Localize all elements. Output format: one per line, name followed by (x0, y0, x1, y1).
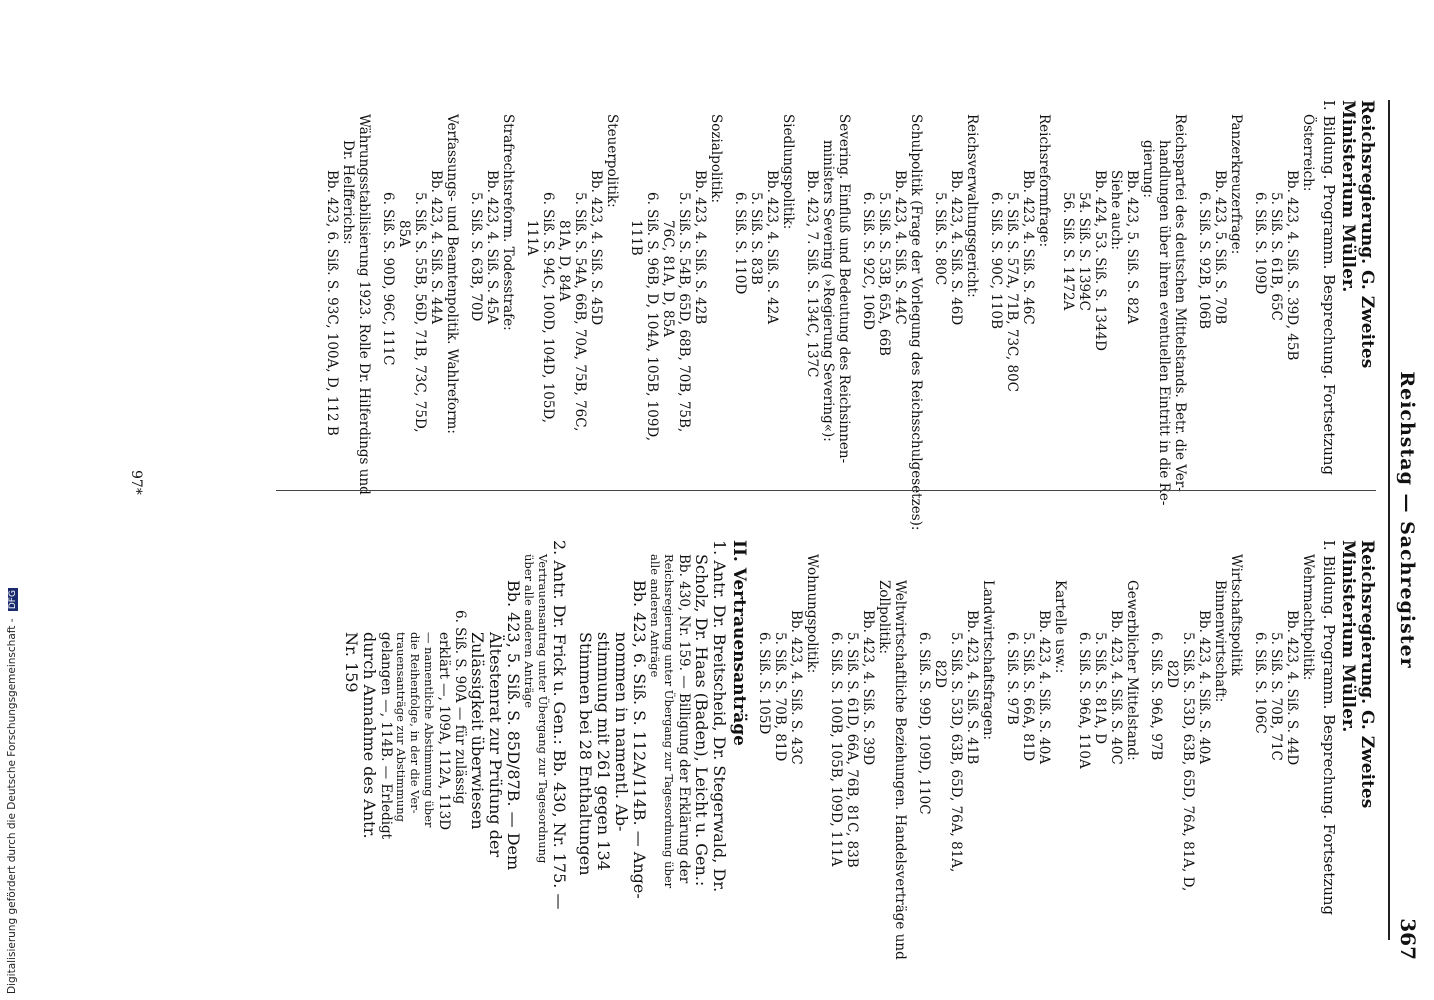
digitization-note (6, 590, 20, 994)
index-entry: Weltwirtschaftliche Beziehungen. Handelsverträge und (892, 580, 908, 960)
motion-entry: Zulässigkeit überwiesen (468, 632, 487, 830)
index-entry: 5. Siß. S. 66A, 81D (1020, 632, 1036, 762)
index-entry: Reichsreformfrage: (1036, 114, 1052, 248)
motion-entry: Nr. 159 (342, 632, 361, 693)
index-entry: 5. Siß. S. 70B, 71C (1268, 632, 1284, 761)
index-entry: Bb. 423, 4. Siß. S. 43C (788, 610, 804, 765)
motion-entry: 2. Antr. Dr. Frick u. Gen.: Bb. 430, Nr. 175. — (550, 540, 569, 910)
index-entry: 5. Siß. S. 54A, 66B, 70A, 75B, 76C, (572, 192, 588, 432)
spacer (1188, 100, 1196, 492)
index-entry: 5. Siß. S. 57A, 71B, 73C, 80C (1004, 192, 1020, 392)
index-entry: Bb. 423, 4. Siß. S. 40C (1108, 610, 1124, 765)
spacer (796, 100, 804, 492)
motion-entry: 6. Siß. S. 90A — für zulässig (452, 610, 468, 805)
index-entry: Bb. 424, 53. Siß. S. 1344D (1092, 170, 1108, 351)
index-entry: 6. Siß. S. 105D (756, 632, 772, 735)
right-column-heading: Reichsregierung. G. Zweites Ministerium Müller. (1338, 540, 1377, 809)
index-entry: ministers Severing (»Regierung Severing«): (820, 140, 836, 442)
index-entry: Zollpolitik: (876, 580, 892, 655)
spacer (568, 540, 576, 932)
motion-entry: nommen in namentl. Ab- (612, 632, 631, 832)
spacer (1052, 100, 1060, 492)
index-entry: Siehe auch: (1108, 170, 1124, 251)
motion-entry: trauensanträge zur Abstimmung (394, 632, 408, 823)
index-entry: 6. Siß. S. 99D, 109D, 110C (916, 632, 932, 815)
index-entry: 6. Siß. S. 92B, 106B (1196, 192, 1212, 330)
spacer (996, 540, 1004, 932)
index-entry: 81A, D, 84A (556, 220, 572, 302)
motion-entry: durch Annahme des Antr. (360, 632, 379, 839)
index-entry: 6. Siß. S. 106C (1252, 632, 1268, 734)
index-entry: Reichspartei des deutschen Mittelstands. Betr. die Ver- (1172, 114, 1188, 492)
index-entry: 6. Siß. S. 92C, 106D (860, 192, 876, 330)
index-entry: Reichsverwaltungsgericht: (964, 114, 980, 298)
index-entry: Bb. 423, 4. Siß. S. 46C (1020, 170, 1036, 325)
index-entry: Binnenwirtschaft: (1212, 580, 1228, 703)
index-entry: 6. Siß. S. 110D (732, 192, 748, 295)
motion-entry: alle anderen Anträge (648, 554, 662, 678)
index-entry: Sozialpolitik: (708, 114, 724, 204)
index-entry: 5. Siß. S. 53B, 65A, 66B (876, 192, 892, 356)
motion-entry: Ältestenrat zur Prüfung der (486, 632, 505, 858)
index-entry: 85A (396, 220, 412, 247)
index-entry: 5. Siß. S. 53D, 63B, 65D, 76A, 81A, (948, 632, 964, 873)
index-entry: 76C, 81A, D, 85A (660, 220, 676, 337)
page-number: 367 (1396, 918, 1420, 960)
left-column-subheading: I. Bildung. Programm. Besprechung. Fortsetzung (1320, 100, 1338, 476)
page-title: Reichstag — Sachregister (1396, 371, 1418, 669)
spacer (516, 100, 524, 492)
right-entries (756, 540, 1316, 960)
left-column (276, 100, 1377, 531)
motion-entry: — namentliche Abstimmung über (422, 632, 436, 828)
index-entry: 6. Siß. S. 97B (1004, 632, 1020, 725)
index-entry: Bb. 423, 4. Siß. S. 45A (484, 170, 500, 325)
index-entry: Österreich: (1300, 114, 1316, 192)
index-entry: Wehrmachtpolitik: (1300, 554, 1316, 681)
motion-entry: gelangen —, 114B. — Erledigt (378, 632, 394, 840)
footer-page-number: 97* (128, 470, 144, 495)
index-entry: Bb. 423, 4. Siß. S. 40A (1196, 610, 1212, 765)
motion-entry: Vertrauensantrag unter Übergang zur Tagesordnung (536, 554, 550, 864)
spacer (1068, 540, 1076, 932)
index-entry: Bb. 423, 4. Siß. S. 40A (1036, 610, 1052, 765)
spacer (820, 540, 828, 932)
index-entry: 5. Siß. S. 80C (932, 192, 948, 286)
motion-entry: Bb. 423, 6. Siß. S. 112A/114B. — Ange- (630, 580, 649, 899)
motion-entries (342, 540, 728, 932)
index-entry: Bb. 423, 4. Siß. S. 42B (692, 170, 708, 325)
index-entry: 56. Siß. S. 1472A (1060, 192, 1076, 311)
index-entry: Bb. 423, 6. Siß. S. 93C, 100A, D, 112 B (324, 170, 340, 436)
index-entry: Kartelle usw.: (1052, 580, 1068, 674)
index-entry: Gewerblicher Mittelstand: (1124, 580, 1140, 761)
index-entry: Bb. 423, 4. Siß. S. 44D (1284, 610, 1300, 766)
rotated-page (128, 0, 1434, 1000)
index-entry: Panzerkreuzerfrage: (1228, 114, 1244, 255)
dfg-logo: DFG (8, 590, 18, 610)
spacer (372, 100, 380, 492)
header-rule (1388, 100, 1390, 940)
index-entry: 6. Siß. S. 96A, 97B (1148, 632, 1164, 761)
index-entry: 6. Siß. S. 96B, D, 104A, 105B, 109D, (644, 192, 660, 442)
index-entry: Bb. 423, 4. Siß. S. 46D (948, 170, 964, 326)
index-entry: 82D (932, 660, 948, 689)
index-entry: Steuerpolitik: (604, 114, 620, 208)
motion-entry: über alle anderen Anträge (522, 554, 536, 709)
index-entry: 5. Siß. S. 53D, 63B, 65D, 76A, 81A, D, (1180, 632, 1196, 892)
index-entry: 82D (1164, 660, 1180, 689)
index-entry: Wohnungspolitik: (804, 554, 820, 674)
index-entry: 5. Siß. S. 70B, 81D (772, 632, 788, 762)
index-entry: 5. Siß. S. 61B, 65C (1268, 192, 1284, 321)
index-entry: 6. Siß. S. 90D, 96C, 111C (380, 192, 396, 366)
spacer (908, 540, 916, 932)
motion-entry: Reichsregierung unter Übergang zur Tagesordnung über (662, 554, 676, 889)
index-entry: 111A (524, 220, 540, 256)
index-entry: 5. Siß. S. 61D, 66A, 76B, 81C, 83B (844, 632, 860, 868)
spacer (1244, 540, 1252, 932)
index-entry: 6. Siß. S. 94C, 100D, 104D, 105D, (540, 192, 556, 424)
right-column-subheading: I. Bildung. Programm. Besprechung. Fortsetzung (1320, 540, 1338, 916)
index-entry: gierung: (1140, 140, 1156, 198)
section-heading: II. Vertrauensanträge (729, 540, 749, 746)
right-column (276, 540, 1377, 960)
index-entry: Wirtschaftspolitik (1228, 554, 1244, 676)
index-entry: Bb. 423, 5. Siß. S. 82A (1124, 170, 1140, 325)
motion-entry: erklärt —, 109A, 112A, 113D (436, 632, 452, 831)
motion-entry: Scholz, Dr. Haas (Baden), Leicht u. Gen.: (692, 554, 711, 887)
motion-entry: Stimmen bei 28 Enthaltungen (576, 632, 595, 876)
index-entry: Bb. 423, 4. Siß. S. 41B (964, 610, 980, 765)
index-entry: Bb. 423, 4. Siß. S. 42A (764, 170, 780, 325)
index-entry: 6. Siß. S. 90C, 110B (988, 192, 1004, 329)
motion-entry: Bb. 423, 5. Siß. S. 85D/87B. — Dem (504, 580, 523, 871)
index-entry: Landwirtschaftsfragen: (980, 580, 996, 741)
index-entry: 6. Siß. S. 109D (1252, 192, 1268, 295)
motion-entry: stimmung mit 261 gegen 134 (594, 632, 613, 871)
motion-entry: Bb. 430, Nr. 159. — Billigung der Erklärung der (676, 554, 692, 884)
spacer (1140, 540, 1148, 932)
index-entry: Severing. Einfluß und Bedeutung des Reichsinnen- (836, 114, 852, 464)
motion-entry: die Reihenfolge, in der die Ver- (408, 632, 422, 814)
spacer (924, 100, 932, 492)
spacer (1244, 100, 1252, 492)
index-entry: 5. Siß. S. 63B, 70D (468, 192, 484, 322)
index-entry: 6. Siß. S. 100B, 105B, 109D, 111A (828, 632, 844, 867)
spacer (620, 100, 628, 492)
index-entry: Bb. 423, 4. Siß. S. 44C (892, 170, 908, 325)
index-entry: Bb. 423, 4. Siß. S. 44A (428, 170, 444, 325)
index-entry: 5. Siß. S. 55B, 56D, 71B, 73C, 75D, (412, 192, 428, 433)
spacer (852, 100, 860, 492)
index-entry: 111B (628, 220, 644, 256)
index-entry: Siedlungspolitik: (780, 114, 796, 230)
index-entry: 6. Siß. S. 96A, 110A (1076, 632, 1092, 769)
index-entry: Bb. 423, 4. Siß. S. 39D (860, 610, 876, 766)
index-entry: Bb. 423, 7. Siß. S. 134C, 137C (804, 170, 820, 378)
index-entry: handlungen über ihren eventuellen Eintritt in die Re- (1156, 140, 1172, 506)
left-column-heading: Reichsregierung. G. Zweites Ministerium Müller. (1338, 100, 1377, 369)
index-entry: Dr. Helfferichs: (340, 140, 356, 245)
spacer (460, 100, 468, 492)
index-entry: 5. Siß. S. 54B, 65D, 68B, 70B, 75B, (676, 192, 692, 433)
index-entry: Bb. 423, 4. Siß. S. 45D (588, 170, 604, 326)
left-entries (324, 100, 1316, 531)
index-entry: Bb. 423, 4. Siß. S. 39D, 45B (1284, 170, 1300, 361)
motion-entry: 1. Antr. Dr. Breitscheid, Dr. Stegerwald, Dr. (710, 540, 729, 893)
index-entry: 54. Siß. S. 1394C (1076, 192, 1092, 311)
index-entry: 5. Siß. S. 81A, D (1092, 632, 1108, 745)
spacer (724, 100, 732, 492)
index-entry: Verfassungs- und Beamtenpolitik. Wahlreform: (444, 114, 460, 434)
spacer (980, 100, 988, 492)
index-entry: Währungsstabilisierung 1923. Rolle Dr. Hilferdings und (356, 114, 372, 495)
index-entry: 5. Siß. S. 83B (748, 192, 764, 285)
index-entry: Bb. 423, 5. Siß. S. 70B (1212, 170, 1228, 325)
column-divider (276, 490, 1376, 491)
index-entry: Strafrechtsreform. Todesstrafe: (500, 114, 516, 331)
digitization-text: Digitalisierung gefördert durch die Deutsche Forschungsgemeinschaft - (6, 618, 18, 994)
index-entry: Schulpolitik (Frage der Vorlegung des Reichsschulgesetzes): (908, 114, 924, 531)
